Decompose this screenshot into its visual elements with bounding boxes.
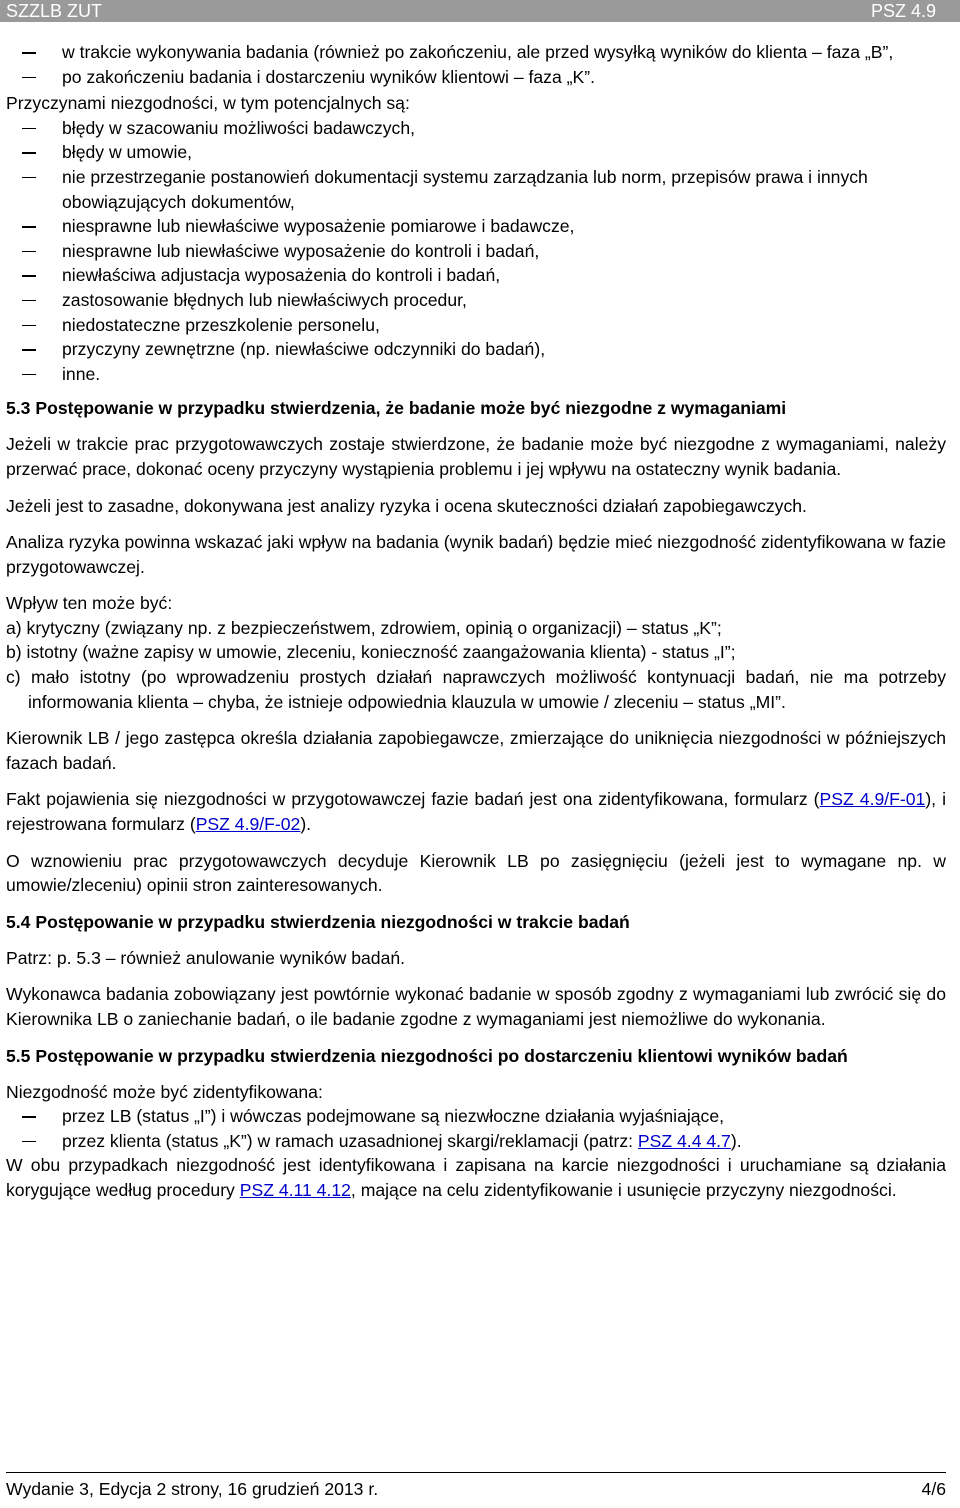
paragraph <box>6 787 946 836</box>
link-psz-4-9-f-02[interactable]: PSZ 4.9/F-02 <box>195 814 301 835</box>
list-item: niewłaściwa adjustacja wyposażenia do kontroli i badań, <box>6 263 946 288</box>
list-item: nie przestrzeganie postanowień dokumentacji systemu zarządzania lub norm, przepisów prawa i innych obowiązujących dokumentów, <box>6 165 946 214</box>
list-item: po zakończeniu badania i dostarczeniu wyników klientowi – faza „K”. <box>6 65 946 90</box>
footer-edition: Wydanie 3, Edycja 2 strony, 16 grudzień 2013 r. <box>6 1479 379 1499</box>
list-item <box>6 1129 946 1154</box>
list-item: niedostateczne przeszkolenie personelu, <box>6 313 946 338</box>
text-span: Fakt pojawienia się niezgodności w przygotowawczej fazie badań jest ona zidentyfikowana, formularz ( <box>6 789 820 810</box>
header-right: PSZ 4.9 <box>870 1 936 21</box>
impact-lead: Wpływ ten może być: <box>6 593 173 614</box>
causes-lead: Przyczynami niezgodności, w tym potencjalnych są: <box>6 93 410 114</box>
paragraph: Jeżeli w trakcie prac przygotowawczych zostaje stwierdzone, że badanie może być niezgodne z wymaganiami, należy przerwać prace, dokonać oceny przyczyny wystąpienia problemu i jej wpływu na ostateczny wynik badania. <box>6 434 946 479</box>
paragraph: Jeżeli jest to zasadne, dokonywana jest analizy ryzyka i ocena skuteczności działań zapobiegawczych. <box>6 495 807 516</box>
text-span: ). <box>730 1130 742 1151</box>
list-item: zastosowanie błędnych lub niewłaściwych procedur, <box>6 288 946 313</box>
link-psz-4-9-f-01[interactable]: PSZ 4.9/F-01 <box>819 789 926 810</box>
header-left: SZZLB ZUT <box>6 1 103 21</box>
impact-item-b: b) istotny (ważne zapisy w umowie, zleceniu, konieczność zaangażowania klienta) - status „I”; <box>6 642 736 663</box>
paragraph: Niezgodność może być zidentyfikowana: <box>6 1081 323 1102</box>
list-item: błędy w szacowaniu możliwości badawczych, <box>6 116 946 141</box>
impact-item-c: c) mało istotny (po wprowadzeniu prostych działań naprawczych możliwość kontynuacji badań, nie ma potrzeby informowania klienta – chyba, że istnieje odpowiednia klauzula w umowie / zleceniu – status „MI”. <box>6 667 946 712</box>
paragraph <box>6 1153 946 1202</box>
paragraph: Wykonawca badania zobowiązany jest powtórnie wykonać badanie w sposób zgodny z wymaganiami lub zwrócić się do Kierownika LB o zaniechanie badań, o ile badanie zgodne z wymaganiami jest niemożliwe do wykonania. <box>6 984 946 1029</box>
list-item: przyczyny zewnętrzne (np. niewłaściwe odczynniki do badań), <box>6 337 946 362</box>
paragraph: Analiza ryzyka powinna wskazać jaki wpływ na badania (wynik badań) będzie mieć niezgodność zidentyfikowana w fazie przygotowawczej. <box>6 532 946 577</box>
section-5-4-heading: 5.4 Postępowanie w przypadku stwierdzenia niezgodności w trakcie badań <box>6 911 630 932</box>
impact-item-a: a) krytyczny (związany np. z bezpieczeństwem, zdrowiem, opinią o organizacji) – status „K”; <box>6 617 722 638</box>
list-item: niesprawne lub niewłaściwe wyposażenie pomiarowe i badawcze, <box>6 214 946 239</box>
text-span: ). <box>300 814 312 835</box>
text-span: W obu przypadkach niezgodność jest identyfikowana i zapisana na karcie niezgodności i uruchamiane są działania korygujące według procedury <box>6 1155 946 1200</box>
section-5-3-heading: 5.3 Postępowanie w przypadku stwierdzenia, że badanie może być niezgodne z wymaganiami <box>6 398 787 419</box>
text-span: przez klienta (status „K”) w ramach uzasadnionej skargi/reklamacji (patrz: <box>62 1130 638 1151</box>
list-item: w trakcie wykonywania badania (również po zakończeniu, ale przed wysyłką wyników do klienta – faza „B”, <box>6 40 946 65</box>
page-number: 4/6 <box>921 1479 946 1499</box>
list-item: inne. <box>6 362 946 387</box>
section-5-5-heading: 5.5 Postępowanie w przypadku stwierdzenia niezgodności po dostarczeniu klientowi wyników badań <box>6 1045 848 1066</box>
text-span: ), i rejestrowana formularz ( <box>6 789 946 835</box>
paragraph: Kierownik LB / jego zastępca określa działania zapobiegawcze, zmierzające do uniknięcia niezgodności w późniejszych fazach badań. <box>6 728 946 773</box>
link-psz-4-11-4-12[interactable]: PSZ 4.11 4.12 <box>239 1179 351 1200</box>
list-item: przez LB (status „I”) i wówczas podejmowane są niezwłoczne działania wyjaśniające, <box>6 1104 946 1129</box>
text-span: , mające na celu zidentyfikowanie i usunięcie przyczyny niezgodności. <box>350 1179 897 1200</box>
page-header <box>0 0 960 22</box>
document-body <box>6 40 946 1215</box>
link-psz-4-4-4-7[interactable]: PSZ 4.4 4.7 <box>637 1130 731 1151</box>
list-item: błędy w umowie, <box>6 140 946 165</box>
causes-list <box>6 116 946 387</box>
paragraph: O wznowieniu prac przygotowawczych decyduje Kierownik LB po zasięgnięciu (jeżeli jest to wymagane np. w umowie/zleceniu) opinii stron zainteresowanych. <box>6 850 946 896</box>
page-footer <box>6 1472 946 1501</box>
list-item: niesprawne lub niewłaściwe wyposażenie do kontroli i badań, <box>6 239 946 264</box>
paragraph: Patrz: p. 5.3 – również anulowanie wyników badań. <box>6 947 406 968</box>
